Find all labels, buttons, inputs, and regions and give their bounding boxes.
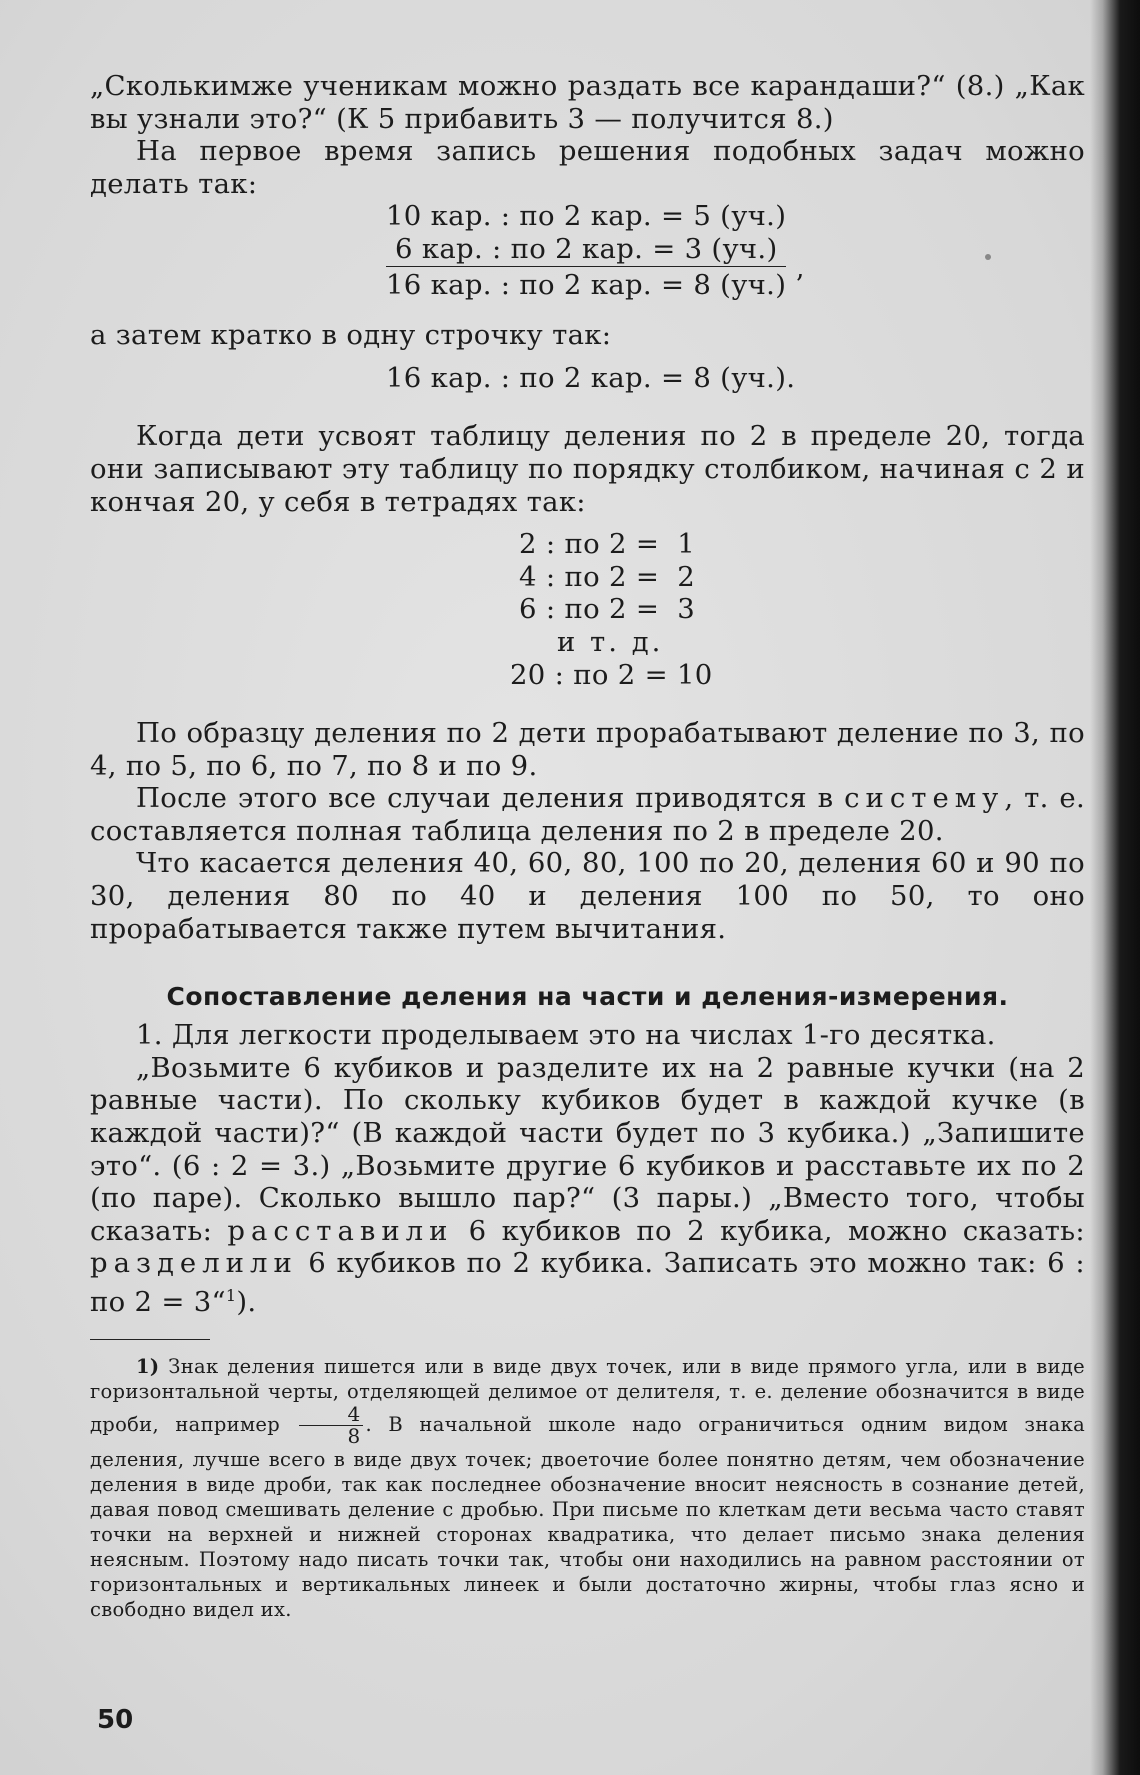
paragraph-item-1: 1. Для легкости проделываем это на числах 1-го десятка. [136,1019,996,1052]
paragraph-system-emph: систему [844,782,1005,815]
paragraph-pattern: По образцу деления по 2 дети прорабатывают деление по 3, по 4, по 5, по 6, по 7, по 8 и по 9. [90,717,1085,782]
paragraph-dialogue-1: „Сколькимже ученикам можно раздать все карандаши?“ (8.) „Как вы узнали это?“ (К 5 прибавить 3 — получится 8.) [90,70,1085,135]
division-row-3: 6 : по 2 = 3 [510,593,696,626]
footnote-text-b: . В начальной школе надо ограничиться одним видом знака деления, лучше всего в виде двух точек; двоеточие более понятно детям, чем обозначение деления в виде дроби, так как последнее обозначение вносит неясность в сознание детей, давая повод смешивать деление с дробью. При письме по клеткам дети весьма часто ставят точки на верхней и нижней сторонах квадратика, что делает письмо знака деления неясным. Поэтому надо писать точки так, чтобы они находились на равном расстоянии от горизонтальных и вертикальных линеек и были достаточно жирны, чтобы глаз ясно и свободно видел их. [90,1412,1086,1621]
fraction-example [299,1401,362,1448]
fraction-denominator: 8 [347,1423,361,1448]
division-row-etc: и т. д. [510,625,664,658]
footnote-divider [90,1339,210,1340]
paragraph-cubes-c: 6 кубиков по 2 кубика, можно сказать: [453,1214,1085,1247]
division-row-1: 2 : по 2 = 1 [510,528,696,561]
equation-block [386,200,806,301]
equation-total-tail: ’ [786,268,805,301]
footnote [90,1354,1085,1622]
paragraph-cubes-a: „Возьмите 6 кубиков и разделите их на 2 равные кучки (на 2 равные части). По скольку кубиков будет в каждой кучке (в каждой части)?“ (В каждой части будет по 3 кубика.) „Запишите это“. (6 : 2 = 3.) „Возьмите другие 6 кубиков и расставьте их по 2 (по паре). Сколько вышло пар?“ (3 пары.) „Вместо того, чтобы сказать: [90,1051,1085,1247]
footnote-text [90,1354,1085,1622]
paragraph-cubes-end: ). [236,1286,257,1319]
equation-line-1: 10 кар. : по 2 кар. = 5 (уч.) [386,200,787,233]
paragraph-cubes [90,1052,1085,1319]
paragraph-cubes-e: 6 кубиков по 2 кубика. Записать это можно так: 6 : по 2 = 3“ [90,1247,1085,1319]
fraction-numerator: 4 [299,1404,362,1426]
page-number: 50 [97,1705,134,1735]
paragraph-short-form: а затем кратко в одну строчку так: [90,319,612,352]
division-table [510,528,750,691]
paragraph-recording: На первое время запись решения подобных задач можно делать так: [90,135,1085,200]
footnote-text-a: Знак деления пишется или в виде двух точек, или в виде прямого угла, или в виде горизонтальной черты, отделяющей делимое от делителя, т. е. деление обозначится в виде дроби, например [90,1354,1085,1436]
section-heading: Сопоставление деления на части и деления-измерения. [166,982,1009,1012]
paragraph-cubes-emph-1: расставили [227,1214,454,1247]
footnote-ref[interactable]: 1 [225,1286,237,1305]
equation-short [386,362,806,395]
paragraph-system-a: После этого все случаи деления приводятся в [136,782,845,815]
paragraph-table-intro: Когда дети усвоят таблицу деления по 2 в пределе 20, тогда они записывают эту таблицу по порядку столбиком, начиная с 2 и кончая 20, у себя в тетрадях так: [90,420,1085,518]
equation-short-line: 16 кар. : по 2 кар. = 8 (уч.). [386,361,796,394]
paragraph-system [90,782,1085,847]
division-row-last: 20 : по 2 = 10 [510,658,713,691]
paragraph-system-c: , т. е. составляется полная таблица деления по 2 в пределе 20. [90,782,1085,847]
page-body [90,70,1085,1622]
paragraph-tens: Что касается деления 40, 60, 80, 100 по 20, деления 60 и 90 по 30, деления 80 по 40 и деления 100 по 50, то оно прорабатывается также путем вычитания. [90,847,1085,945]
division-row-2: 4 : по 2 = 2 [510,560,696,593]
equation-total: 16 кар. : по 2 кар. = 8 (уч.) [386,266,786,302]
footnote-marker: 1) [136,1354,160,1378]
equation-line-2: 6 кар. : по 2 кар. = 3 (уч.) [386,232,778,265]
book-spine-shadow [1090,0,1140,1775]
paragraph-cubes-emph-2: разделили [90,1247,298,1280]
